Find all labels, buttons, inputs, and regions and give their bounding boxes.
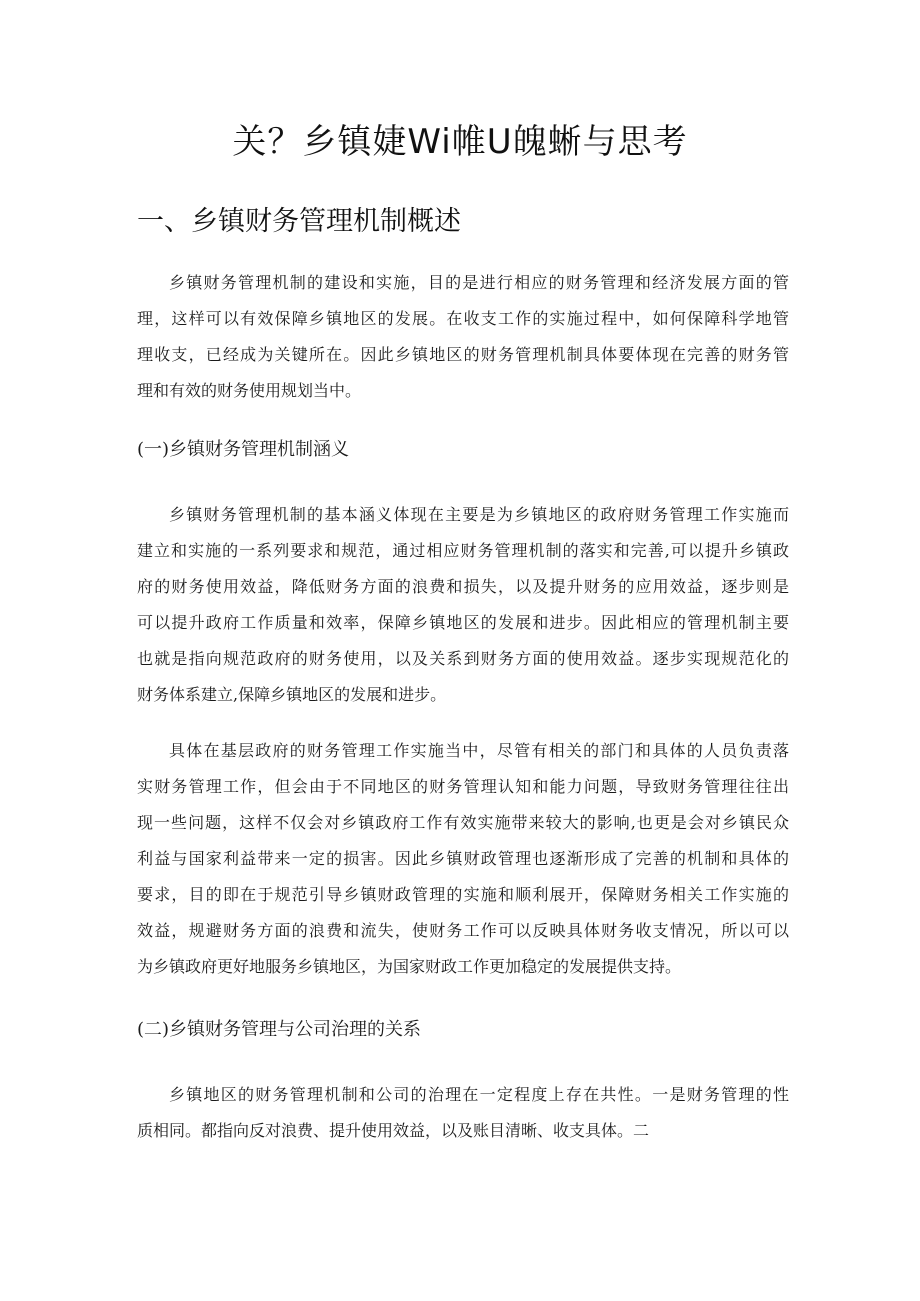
meaning-paragraph-1 [137,497,789,713]
paragraph-line: 建立和实施的一系列要求和规范，通过相应财务管理机制的落实和完善,可以提升乡镇政 [137,541,789,560]
paragraph-line: 要求，目的即在于规范引导乡镇财政管理的实施和顺利展开，保障财务相关工作实施的 [137,885,789,904]
paragraph-line: 为乡镇政府更好地服务乡镇地区，为国家财政工作更加稳定的发展提供支持。 [137,957,682,976]
paragraph-line: 府的财务使用效益，降低财务方面的浪费和损失，以及提升财务的应用效益，逐步则是 [137,577,789,596]
subsection-heading-governance: (二)乡镇财务管理与公司治理的关系 [137,1019,422,1040]
paragraph-line: 理收支，已经成为关键所在。因此乡镇地区的财务管理机制具体要体现在完善的财务管 [137,345,789,364]
meaning-paragraph-2 [137,733,789,985]
paragraph-line: 具体在基层政府的财务管理工作实施当中，尽管有相关的部门和具体的人员负责落 [169,741,789,760]
governance-paragraph-1 [137,1077,789,1149]
paragraph-line: 理，这样可以有效保障乡镇地区的发展。在收支工作的实施过程中，如何保障科学地管 [137,309,789,328]
document-title: 关？乡镇婕Wi帷U魄蜥与思考 [232,122,688,162]
subsection-heading-meaning: (一)乡镇财务管理机制涵义 [137,439,350,460]
paragraph-line: 乡镇财务管理机制的建设和实施，目的是进行相应的财务管理和经济发展方面的管 [169,273,789,292]
paragraph-line: 乡镇地区的财务管理机制和公司的治理在一定程度上存在共性。一是财务管理的性 [169,1085,789,1104]
section-heading-overview: 一、乡镇财务管理机制概述 [137,206,461,237]
paragraph-line: 利益与国家利益带来一定的损害。因此乡镇财政管理也逐渐形成了完善的机制和具体的 [137,849,789,868]
paragraph-line: 也就是指向规范政府的财务使用，以及关系到财务方面的使用效益。逐步实现规范化的 [137,649,789,668]
paragraph-line: 可以提升政府工作质量和效率，保障乡镇地区的发展和进步。因此相应的管理机制主要 [137,613,789,632]
paragraph-line: 财务体系建立,保障乡镇地区的发展和进步。 [137,685,447,704]
paragraph-line: 现一些问题，这样不仅会对乡镇政府工作有效实施带来较大的影响,也更是会对乡镇民众 [137,813,789,832]
paragraph-line: 乡镇财务管理机制的基本涵义体现在主要是为乡镇地区的政府财务管理工作实施而 [169,505,789,524]
paragraph-line: 实财务管理工作，但会由于不同地区的财务管理认知和能力问题，导致财务管理往往出 [137,777,789,796]
section-intro-paragraph [137,265,789,409]
paragraph-line: 效益，规避财务方面的浪费和流失，使财务工作可以反映具体财务收支情况，所以可以 [137,921,789,940]
paragraph-line: 理和有效的财务使用规划当中。 [137,381,362,400]
paragraph-line: 质相同。都指向反对浪费、提升使用效益，以及账目清晰、收支具体。二 [137,1121,650,1140]
